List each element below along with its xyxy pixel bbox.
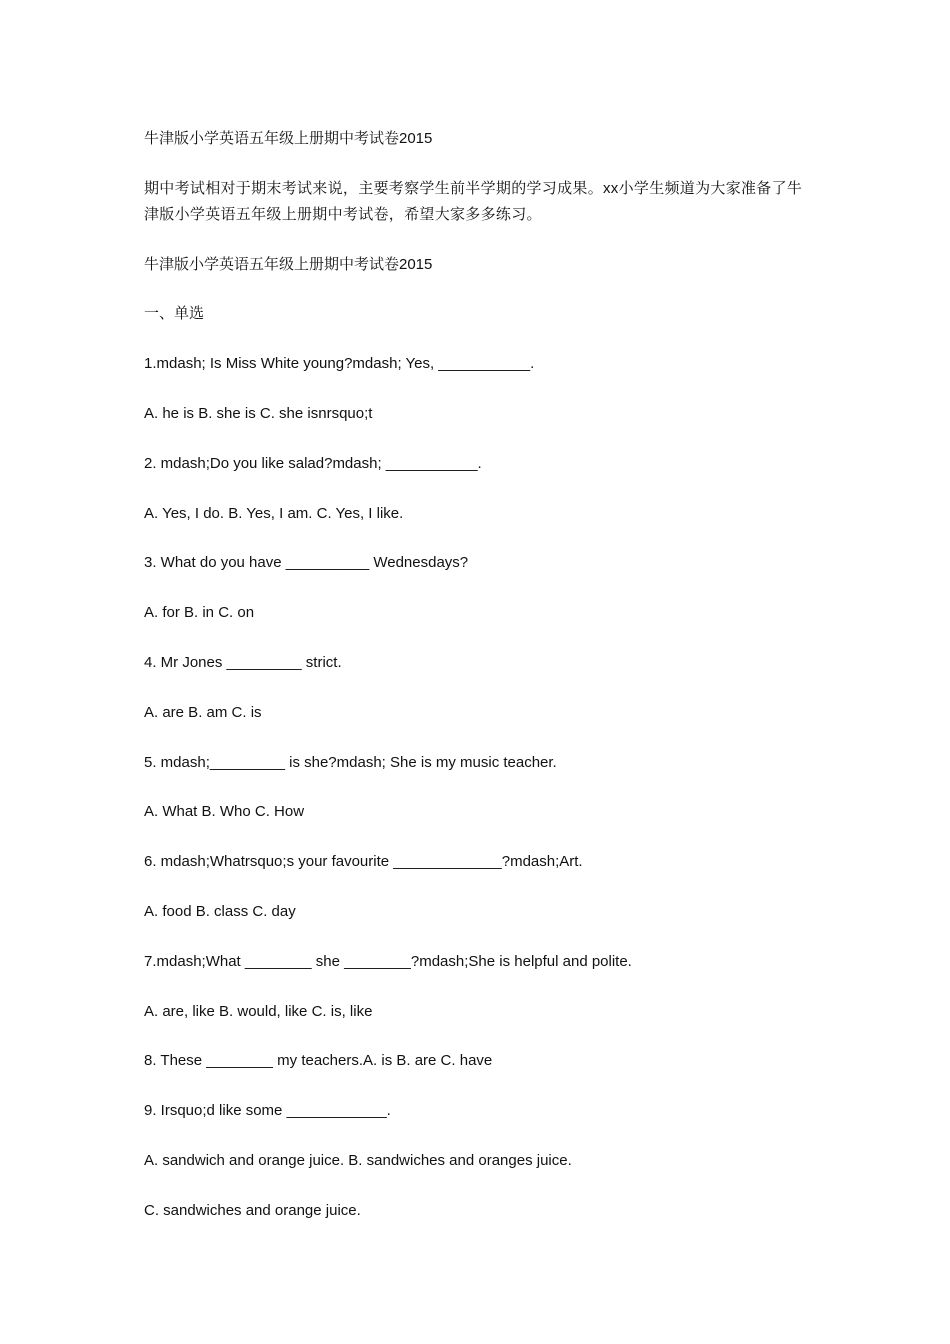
document-subtitle: 牛津版小学英语五年级上册期中考试卷2015: [144, 255, 433, 273]
question-line: 9. Irsquo;d like some ____________.: [144, 1102, 391, 1120]
question-line: 2. mdash;Do you like salad?mdash; ___________.: [144, 454, 482, 472]
question-line: 8. These ________ my teachers.A. is B. are C. have: [144, 1052, 493, 1070]
question-line: 1.mdash; Is Miss White young?mdash; Yes, ___________.: [144, 355, 535, 373]
options-line: A. are B. am C. is: [144, 703, 262, 721]
options-line: A. Yes, I do. B. Yes, I am. C. Yes, I like.: [144, 504, 404, 522]
question-line: 6. mdash;Whatrsquo;s your favourite _____________?mdash;Art.: [144, 853, 583, 871]
intro-paragraph: 期中考试相对于期末考试来说，主要考察学生前半学期的学习成果。xx小学生频道为大家准备了牛津版小学英语五年级上册期中考试卷，希望大家多多练习。: [144, 179, 803, 223]
options-line: A. food B. class C. day: [144, 902, 296, 920]
section-heading: 一、单选: [144, 305, 205, 323]
document-page: [144, 126, 814, 1248]
options-line: A. What B. Who C. How: [144, 803, 305, 821]
options-line: A. for B. in C. on: [144, 604, 255, 622]
question-line: 5. mdash;_________ is she?mdash; She is my music teacher.: [144, 753, 557, 771]
document-title: 牛津版小学英语五年级上册期中考试卷2015: [144, 130, 433, 147]
options-line: A. are, like B. would, like C. is, like: [144, 1002, 373, 1020]
options-line: C. sandwiches and orange juice.: [144, 1201, 361, 1219]
question-line: 7.mdash;What ________ she ________?mdash;She is helpful and polite.: [144, 952, 632, 970]
question-line: 3. What do you have __________ Wednesdays?: [144, 554, 469, 572]
options-line: A. he is B. she is C. she isnrsquo;t: [144, 404, 373, 422]
question-line: 4. Mr Jones _________ strict.: [144, 653, 342, 671]
options-line: A. sandwich and orange juice. B. sandwiches and oranges juice.: [144, 1151, 572, 1169]
